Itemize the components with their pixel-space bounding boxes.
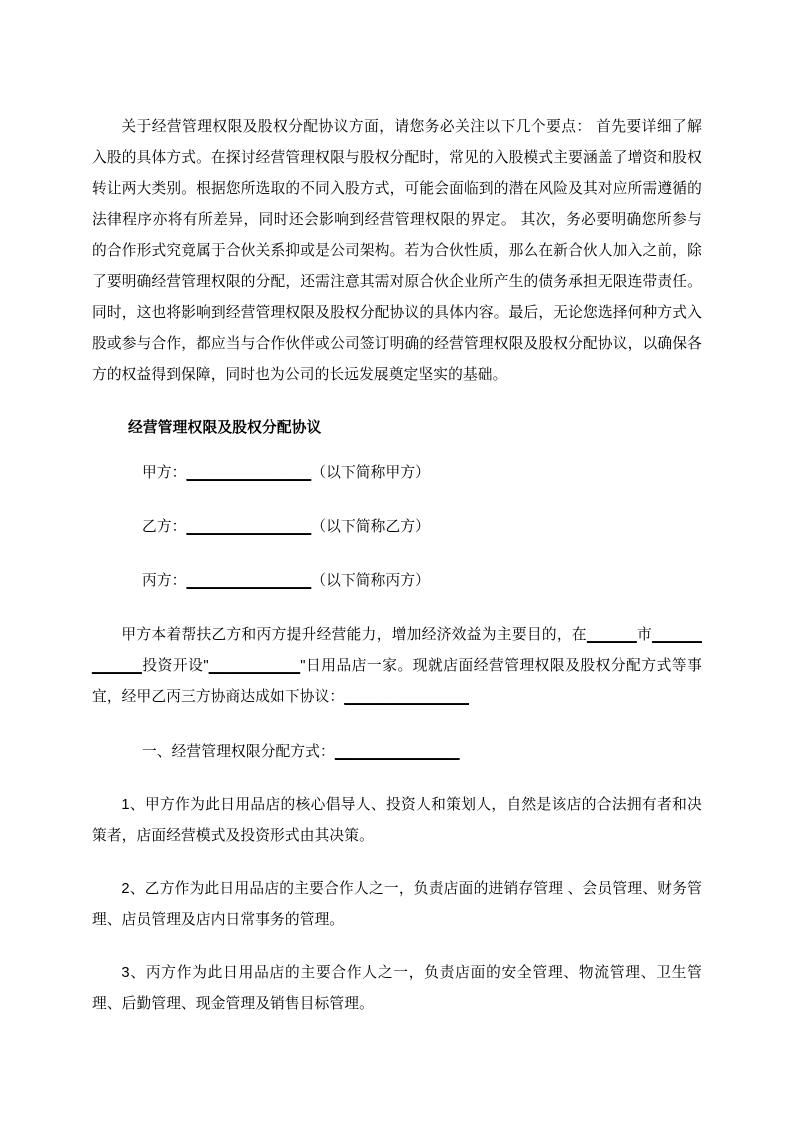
preamble-paragraph [92, 620, 702, 713]
party-blank-yifang[interactable]: _______________ [186, 519, 312, 535]
party-label-bingfang: 丙方： [142, 573, 187, 589]
party-suffix-jiafang: （以下简称甲方） [311, 465, 430, 481]
party-line-bingfang [92, 566, 702, 597]
preamble-blank-tail[interactable]: _______________ [344, 689, 470, 705]
clause-text-3: 丙方作为此日用品店的主要合作人之一，负责店面的安全管理、物流管理、卫生管理、后勤管理、现金管理及销售目标管理。 [92, 965, 703, 1012]
clause-number-2: 2、 [121, 881, 145, 897]
preamble-blank-city[interactable]: ______ [586, 627, 637, 643]
preamble-text-part2: 市 [636, 627, 653, 643]
party-label-yifang: 乙方： [142, 519, 187, 535]
preamble-text-part1: 甲方本着帮扶乙方和丙方提升经营能力，增加经济效益为主要目的，在 [121, 627, 587, 643]
preamble-blank-storename[interactable]: ___________ [208, 658, 301, 674]
preamble-text-part4: "日用品店一家。现就店面经营管理权限及股权分配方式等事宜，经甲乙丙三方协商达成如下协议： [92, 658, 702, 705]
party-line-yifang [92, 512, 702, 543]
document-content [92, 112, 702, 1020]
clause-item-2 [92, 874, 702, 936]
preamble-blank-district[interactable]: ____________ [92, 627, 702, 674]
clause-item-1 [92, 790, 702, 852]
party-label-jiafang: 甲方： [142, 465, 187, 481]
section-heading-one-label: 一、经营管理权限分配方式： [142, 744, 335, 760]
section-heading-one-blank[interactable]: _______________ [334, 744, 460, 760]
clause-text-2: 乙方作为此日用品店的主要合作人之一，负责店面的进销存管理 、会员管理、财务管理、店员管理及店内日常事务的管理。 [92, 881, 702, 928]
preamble-text-part3: 投资开设" [141, 658, 209, 674]
clause-number-3: 3、 [121, 965, 146, 981]
party-blank-bingfang[interactable]: _______________ [186, 573, 312, 589]
clause-text-1: 甲方作为此日用品店的核心倡导人、投资人和策划人，自然是该店的合法拥有者和决策者，店面经营模式及投资形式由其决策。 [92, 797, 702, 844]
party-line-jiafang [92, 458, 702, 489]
section-heading-one [92, 737, 702, 768]
page-title: 经营管理权限及股权分配协议 [128, 420, 322, 436]
party-blank-jiafang[interactable]: _______________ [186, 465, 312, 481]
party-suffix-yifang: （以下简称乙方） [311, 519, 430, 535]
clause-number-1: 1、 [121, 797, 145, 813]
party-suffix-bingfang: （以下简称丙方） [311, 573, 430, 589]
intro-paragraph: 关于经营管理权限及股权分配协议方面，请您务必关注以下几个要点： 首先要详细了解入股的具体方式。在探讨经营管理权限与股权分配时，常见的入股模式主要涵盖了增资和股权转让两大类别。根据您所选取的不同入股方式，可能会面临到的潜在风险及其对应所需遵循的法律程序亦将有所差异，同时还会影响到经营管理权限的界定。 其次，务必要明确您所参与的合作形式究竟属于合伙关系抑或是公司架构。若为合伙性质，那么在新合伙人加入之前，除了要明确经营管理权限的分配，还需注意其需对原合伙企业所产生的债务承担无限连带责任。同时，这也将影响到经营管理权限及股权分配协议的具体内容。最后，无论您选择何种方式入股或参与合作，都应当与合作伙伴或公司签订明确的经营管理权限及股权分配协议，以确保各方的权益得到保障，同时也为公司的长远发展奠定坚实的基础。 [92, 119, 702, 383]
clause-item-3 [92, 958, 702, 1020]
